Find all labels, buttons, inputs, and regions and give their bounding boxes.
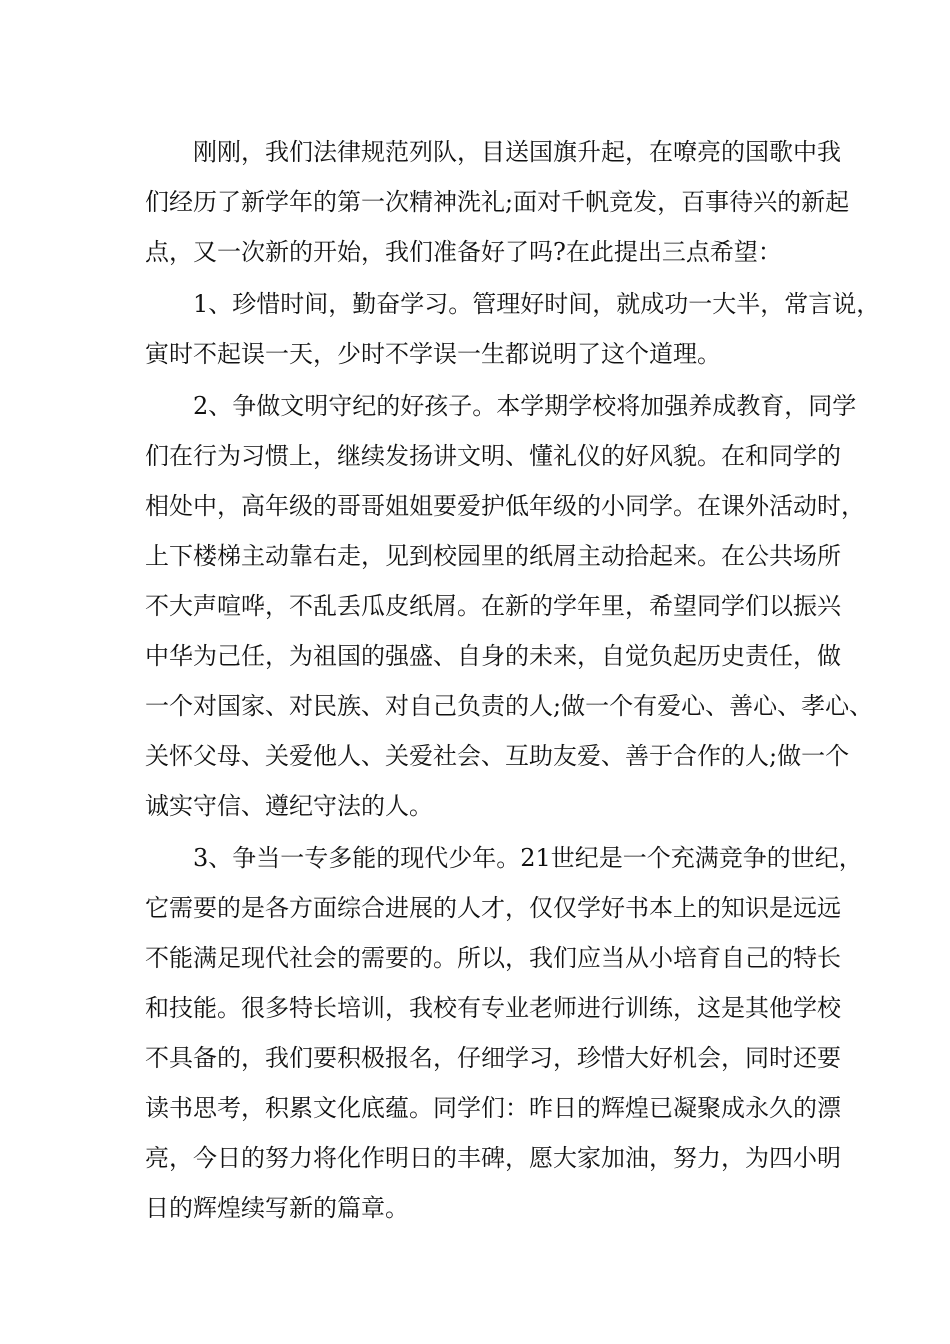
text-line: 中华为己任，为祖国的强盛、自身的未来，自觉负起历史责任，做 [145,642,841,670]
text-line: 2、争做文明守纪的好孩子。本学期学校将加强养成教育，同学 [193,392,857,420]
text-line: 们经历了新学年的第一次精神洗礼;面对千帆竞发，百事待兴的新起 [145,188,850,216]
text-line: 不大声喧哗，不乱丢瓜皮纸屑。在新的学年里，希望同学们以振兴 [145,592,841,620]
text-line: 相处中，高年级的哥哥姐姐要爱护低年级的小同学。在课外活动时， [145,492,865,520]
text-line: 寅时不起误一天，少时不学误一生都说明了这个道理。 [145,340,721,368]
text-line: 诚实守信、遵纪守法的人。 [145,792,433,820]
text-line: 日的辉煌续写新的篇章。 [145,1194,409,1222]
text-line: 读书思考，积累文化底蕴。同学们：昨日的辉煌已凝聚成永久的漂 [145,1094,841,1122]
text-line: 3、争当一专多能的现代少年。21世纪是一个充满竞争的世纪， [193,844,863,872]
paragraph-intro [145,127,850,277]
text-line: 亮，今日的努力将化作明日的丰碑，愿大家加油，努力，为四小明 [145,1144,841,1172]
text-line: 一个对国家、对民族、对自己负责的人;做一个有爱心、善心、孝心、 [145,692,874,720]
text-line: 上下楼梯主动靠右走，见到校园里的纸屑主动拾起来。在公共场所 [145,542,841,570]
paragraph-point-1 [145,279,881,379]
text-line: 点，又一次新的开始，我们准备好了吗?在此提出三点希望： [145,238,782,266]
text-line: 不能满足现代社会的需要的。所以，我们应当从小培育自己的特长 [145,944,841,972]
text-line: 刚刚，我们法律规范列队，目送国旗升起，在嘹亮的国歌中我 [193,138,841,166]
text-line: 关怀父母、关爱他人、关爱社会、互助友爱、善于合作的人;做一个 [145,742,850,770]
text-line: 不具备的，我们要积极报名，仔细学习，珍惜大好机会，同时还要 [145,1044,841,1072]
text-line: 它需要的是各方面综合进展的人才，仅仅学好书本上的知识是远远 [145,894,841,922]
text-line: 们在行为习惯上，继续发扬讲文明、懂礼仪的好风貌。在和同学的 [145,442,841,470]
paragraph-point-3 [145,833,863,1233]
text-line: 和技能。很多特长培训，我校有专业老师进行训练，这是其他学校 [145,994,841,1022]
text-line: 1、珍惜时间，勤奋学习。管理好时间，就成功一大半，常言说， [193,290,881,318]
document-body [145,127,881,1233]
paragraph-point-2 [145,381,874,831]
